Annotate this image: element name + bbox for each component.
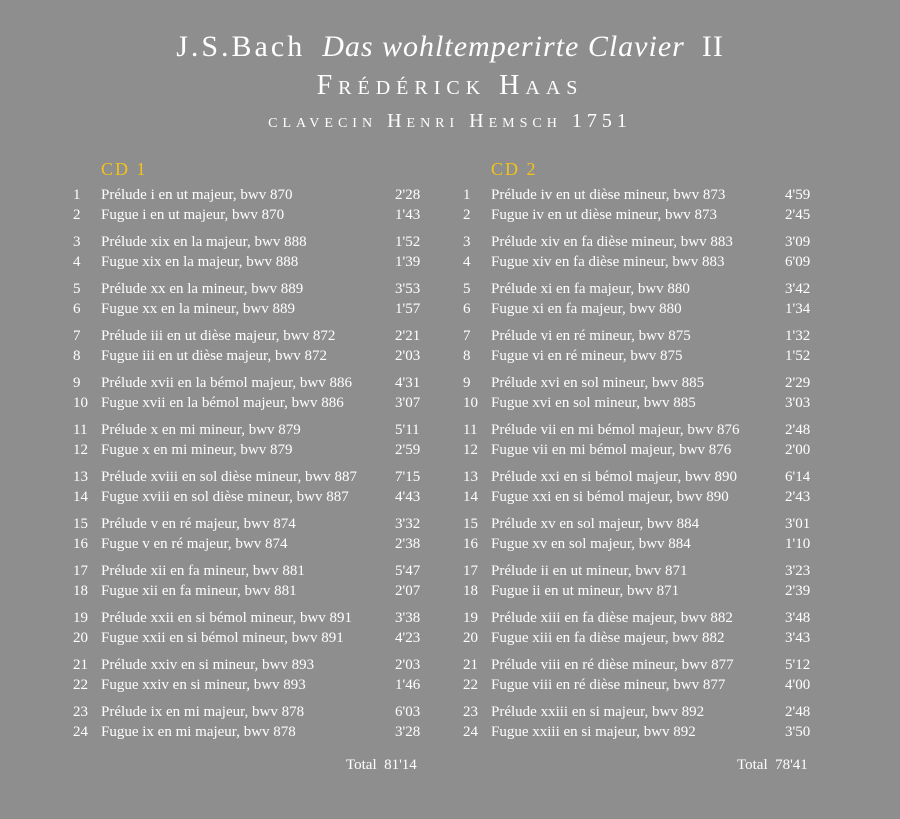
track-title: Fugue i en ut majeur, bwv 870 [101,206,285,223]
track-row [463,300,811,320]
total-duration: 78'41 [775,757,808,773]
track-duration: 5'11 [395,422,420,438]
track-pair [463,186,811,225]
track-number: 5 [463,281,471,297]
track-number: 17 [463,563,478,579]
track-row [73,347,421,367]
track-pair [463,280,811,319]
track-row [463,656,811,676]
track-duration: 6'09 [785,253,811,270]
track-pair [73,233,421,272]
track-number: 1 [463,187,471,203]
track-duration: 3'50 [785,723,811,740]
track-title: Prélude xxi en si bémol majeur, bwv 890 [491,469,738,485]
track-title: Fugue xxii en si bémol mineur, bwv 891 [101,629,344,646]
track-row [463,186,811,206]
track-row [73,441,421,461]
track-number: 24 [463,723,478,740]
track-number: 19 [73,610,88,626]
track-number: 16 [73,535,88,552]
track-number: 3 [73,234,81,250]
track-row [73,300,421,320]
track-number: 11 [463,422,478,438]
track-duration: 1'39 [395,253,421,270]
track-pair [73,327,421,366]
track-title: Prélude xviii en sol dièse mineur, bwv 887 [101,469,358,485]
track-duration: 1'52 [785,347,811,364]
track-duration: 3'48 [785,610,811,626]
track-number: 5 [73,281,81,297]
track-pair [73,374,421,413]
track-duration: 1'34 [785,300,811,317]
track-row [73,609,421,629]
track-number: 21 [463,657,478,673]
track-title: Fugue xii en fa mineur, bwv 881 [101,582,297,599]
track-duration: 2'43 [785,488,811,505]
track-number: 12 [73,441,88,458]
cd-1-tracklist [73,158,421,750]
composer-name: J.S.Bach [176,30,306,63]
track-duration: 3'09 [785,234,811,250]
track-duration: 1'52 [395,234,421,250]
track-title: Prélude xiv en fa dièse mineur, bwv 883 [491,234,733,250]
track-row [73,206,421,226]
track-number: 15 [463,516,478,532]
track-number: 9 [73,375,81,391]
track-pair [463,609,811,648]
performer-name: Frédérick Haas [316,70,584,101]
track-number: 15 [73,516,88,532]
track-row [463,535,811,555]
track-title: Prélude xxii en si bémol mineur, bwv 891 [101,610,353,626]
track-row [73,656,421,676]
track-row [463,441,811,461]
track-row [463,253,811,273]
track-title: Fugue xxi en si bémol majeur, bwv 890 [491,488,729,505]
track-title: Prélude ix en mi majeur, bwv 878 [101,704,305,720]
track-title: Prélude vi en ré mineur, bwv 875 [491,328,691,344]
track-pair [463,656,811,695]
track-duration: 2'59 [395,441,421,458]
track-pair [73,515,421,554]
track-row [463,609,811,629]
track-number: 8 [73,347,81,364]
track-row [73,488,421,508]
track-number: 14 [463,488,478,505]
track-number: 8 [463,347,471,364]
track-number: 22 [73,676,88,693]
track-row [463,703,811,723]
track-row [73,703,421,723]
track-number: 2 [463,206,471,223]
track-title: Fugue vii en mi bémol majeur, bwv 876 [491,441,732,458]
track-pair [463,327,811,366]
track-title: Prélude xvi en sol mineur, bwv 885 [491,375,705,391]
track-title: Fugue iii en ut dièse majeur, bwv 872 [101,347,328,364]
track-duration: 3'28 [395,723,421,740]
track-title: Prélude ii en ut mineur, bwv 871 [491,563,688,579]
track-number: 13 [73,469,88,485]
track-row [73,327,421,347]
track-number: 4 [463,253,471,270]
track-number: 10 [463,394,478,411]
track-duration: 2'07 [395,582,421,599]
track-duration: 4'43 [395,488,421,505]
track-pair [73,421,421,460]
track-title: Prélude xxiii en si majeur, bwv 892 [491,704,705,720]
track-number: 6 [73,300,81,317]
track-number: 2 [73,206,81,223]
track-pair [73,280,421,319]
track-duration: 1'32 [785,328,811,344]
track-pair [463,421,811,460]
track-title: Prélude xvii en la bémol majeur, bwv 886 [101,375,353,391]
track-row [463,629,811,649]
total-label: Total [737,757,768,773]
track-title: Prélude x en mi mineur, bwv 879 [101,422,301,438]
track-duration: 3'07 [395,394,421,411]
track-row [463,327,811,347]
album-title [0,30,900,64]
instrument-name: clavecin Henri Hemsch 1751 [268,110,632,132]
track-title: Fugue xx en la mineur, bwv 889 [101,300,295,317]
track-row [463,347,811,367]
track-duration: 5'12 [785,657,811,673]
track-title: Prélude v en ré majeur, bwv 874 [101,516,296,532]
track-row [463,515,811,535]
track-number: 18 [73,582,88,599]
track-row [463,233,811,253]
track-pair [73,562,421,601]
track-title: Fugue xviii en sol dièse mineur, bwv 887 [101,488,349,505]
track-duration: 3'32 [395,516,421,532]
cd-title: CD 2 [491,159,538,179]
track-duration: 4'31 [395,375,421,391]
track-duration: 2'45 [785,206,811,223]
cd-title: CD 1 [101,159,148,179]
track-number: 7 [73,328,81,344]
track-title: Fugue x en mi mineur, bwv 879 [101,441,293,458]
track-number: 9 [463,375,471,391]
track-number: 22 [463,676,478,693]
track-number: 1 [73,187,81,203]
track-duration: 4'00 [785,676,811,693]
track-title: Fugue ii en ut mineur, bwv 871 [491,582,680,599]
track-row [463,582,811,602]
track-title: Prélude iii en ut dièse majeur, bwv 872 [101,328,336,344]
track-number: 6 [463,300,471,317]
cd-1-total [346,757,417,774]
track-duration: 6'14 [785,469,811,485]
track-title: Prélude viii en ré dièse mineur, bwv 877 [491,657,734,673]
track-row [463,374,811,394]
track-duration: 4'23 [395,629,421,646]
track-duration: 2'03 [395,657,421,673]
track-row [463,723,811,743]
track-row [73,186,421,206]
track-row [463,421,811,441]
track-number: 17 [73,563,88,579]
track-number: 16 [463,535,478,552]
track-title: Fugue xxiv en si mineur, bwv 893 [101,676,306,693]
track-duration: 7'15 [395,469,421,485]
track-duration: 4'59 [785,187,811,203]
track-title: Fugue ix en mi majeur, bwv 878 [101,723,296,740]
track-title: Fugue vi en ré mineur, bwv 875 [491,347,683,364]
track-number: 13 [463,469,478,485]
track-row [73,676,421,696]
track-title: Fugue xiii en fa dièse majeur, bwv 882 [491,629,725,646]
track-duration: 1'10 [785,535,811,552]
work-volume: II [701,30,724,63]
track-list [463,186,811,742]
track-number: 14 [73,488,88,505]
cd-2-tracklist [463,158,811,750]
track-pair [73,468,421,507]
track-number: 20 [463,629,478,646]
track-list [73,186,421,742]
track-duration: 1'46 [395,676,421,693]
track-duration: 2'00 [785,441,811,458]
track-title: Fugue viii en ré dièse mineur, bwv 877 [491,676,726,693]
track-row [463,562,811,582]
track-number: 23 [463,704,478,720]
track-row [73,723,421,743]
track-row [463,468,811,488]
track-row [73,280,421,300]
track-pair [463,703,811,742]
track-pair [463,562,811,601]
track-row [73,515,421,535]
track-pair [73,703,421,742]
track-duration: 5'47 [395,563,421,579]
track-row [73,562,421,582]
track-number: 21 [73,657,88,673]
track-row [73,421,420,441]
track-title: Prélude i en ut majeur, bwv 870 [101,187,293,203]
track-title: Fugue v en ré majeur, bwv 874 [101,535,288,552]
track-duration: 2'28 [395,187,421,203]
track-title: Fugue xvi en sol mineur, bwv 885 [491,394,696,411]
track-duration: 3'38 [395,610,421,626]
track-number: 23 [73,704,88,720]
track-title: Fugue iv en ut dièse mineur, bwv 873 [491,206,718,223]
track-title: Prélude xxiv en si mineur, bwv 893 [101,657,315,673]
track-row [463,676,811,696]
track-title: Fugue xiv en fa dièse mineur, bwv 883 [491,253,725,270]
track-duration: 1'43 [395,206,421,223]
track-title: Prélude iv en ut dièse mineur, bwv 873 [491,187,726,203]
track-row [73,582,421,602]
track-number: 24 [73,723,88,740]
track-duration: 2'39 [785,582,811,599]
track-title: Fugue xix en la majeur, bwv 888 [101,253,299,270]
track-number: 10 [73,394,88,411]
track-number: 19 [463,610,478,626]
track-row [73,629,421,649]
track-title: Prélude xv en sol majeur, bwv 884 [491,516,700,532]
work-title: Das wohltemperirte Clavier [322,30,685,63]
track-duration: 2'38 [395,535,421,552]
track-number: 7 [463,328,471,344]
track-title: Prélude xi en fa majeur, bwv 880 [491,281,690,297]
track-duration: 6'03 [395,704,421,720]
track-duration: 3'42 [785,281,811,297]
track-row [73,233,421,253]
track-duration: 2'48 [785,422,811,438]
track-number: 4 [73,253,81,270]
track-pair [73,186,421,225]
track-duration: 3'01 [785,516,811,532]
track-duration: 1'57 [395,300,421,317]
track-duration: 2'03 [395,347,421,364]
track-title: Prélude xix en la majeur, bwv 888 [101,234,307,250]
track-row [73,468,421,488]
track-pair [463,468,811,507]
track-row [73,374,421,394]
track-row [73,394,421,414]
total-duration: 81'14 [384,757,417,773]
track-title: Fugue xv en sol majeur, bwv 884 [491,535,691,552]
track-duration: 2'29 [785,375,811,391]
track-title: Prélude xii en fa mineur, bwv 881 [101,563,305,579]
track-duration: 2'48 [785,704,811,720]
track-title: Fugue xvii en la bémol majeur, bwv 886 [101,394,344,411]
track-row [463,206,811,226]
total-label: Total [346,757,377,773]
track-pair [463,515,811,554]
track-duration: 3'23 [785,563,811,579]
track-title: Fugue xi en fa majeur, bwv 880 [491,300,682,317]
track-row [73,535,421,555]
track-row [73,253,421,273]
track-row [463,280,811,300]
track-duration: 3'43 [785,629,811,646]
cd-2-total [737,757,808,774]
track-pair [463,374,811,413]
track-duration: 2'21 [395,328,421,344]
track-pair [463,233,811,272]
track-title: Prélude xx en la mineur, bwv 889 [101,281,304,297]
track-duration: 3'03 [785,394,811,411]
track-duration: 3'53 [395,281,421,297]
track-title: Prélude xiii en fa dièse majeur, bwv 882 [491,610,733,626]
track-title: Prélude vii en mi bémol majeur, bwv 876 [491,422,740,438]
track-number: 11 [73,422,88,438]
track-number: 3 [463,234,471,250]
track-pair [73,609,421,648]
track-row [463,488,811,508]
track-number: 20 [73,629,88,646]
track-number: 12 [463,441,478,458]
track-number: 18 [463,582,478,599]
track-title: Fugue xxiii en si majeur, bwv 892 [491,723,696,740]
track-pair [73,656,421,695]
track-row [463,394,811,414]
